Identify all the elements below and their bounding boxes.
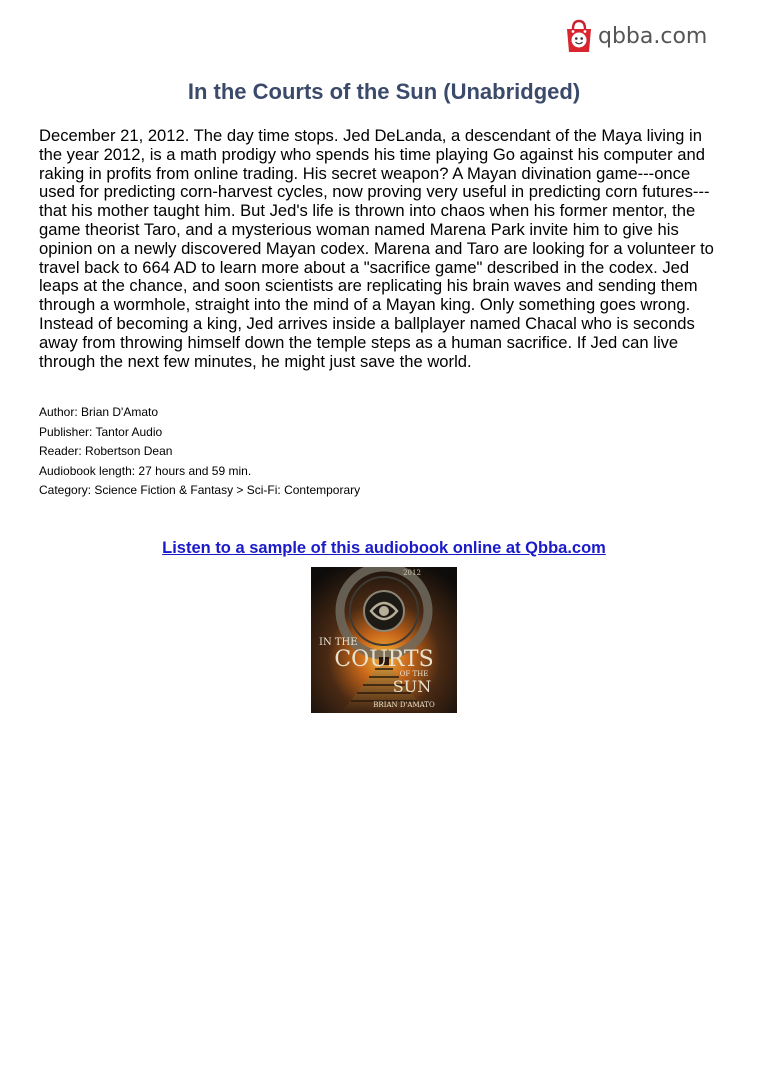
- book-metadata: [39, 403, 729, 501]
- author-line: Author: Brian D'Amato: [39, 405, 159, 419]
- cover-author: BRIAN D'AMATO: [373, 701, 435, 709]
- book-description: December 21, 2012. The day time stops. Jed DeLanda, a descendant of the Maya living in the year 2012, is a math prodigy who spends his time playing Go against his computer and raking in profits from online trading. His secret weapon? A Mayan divination game---once used for predicting corn-harvest cycles, now proving very useful in predicting corn futures---that his mother taught him. But Jed's life is thrown into chaos when his former mentor, the game theorist Taro, and a mysterious woman named Marena Park invite him to give his opinion on a newly discovered Mayan codex. Marena and Taro are looking for a volunteer to travel back to 664 AD to learn more about a "sacrifice game" described in the codex. Jed leaps at the chance, and soon scientists are replicating his brain waves and sending them through a wormhole, straight into the mind of a Mayan king. Only something goes wrong. Instead of becoming a king, Jed arrives inside a ballplayer named Chacal who is seconds away from throwing himself down the temple steps as a human sacrifice. If Jed can live through the next few minutes, he might just save the world.: [39, 126, 714, 371]
- reader-line: Reader: Robertson Dean: [39, 444, 173, 458]
- cover-title-line3: OF THE: [399, 670, 429, 678]
- cover-title-line4: SUN: [392, 677, 432, 696]
- publisher-line: Publisher: Tantor Audio: [39, 424, 163, 439]
- logo-text: qbba.com: [598, 23, 708, 49]
- cover-title-line2: COURTS: [334, 647, 434, 672]
- listen-sample-link[interactable]: Listen to a sample of this audiobook online at Qbba.com: [162, 539, 606, 557]
- page-title: In the Courts of the Sun (Unabridged): [187, 79, 581, 104]
- book-cover-image[interactable]: [311, 567, 457, 713]
- cover-title-line1: IN THE: [319, 637, 358, 648]
- cover-date-ring: 2012: [403, 569, 421, 577]
- length-line: Audiobook length: 27 hours and 59 min.: [39, 463, 252, 478]
- qbba-logo[interactable]: [565, 14, 710, 58]
- shopping-bag-icon: [565, 19, 593, 53]
- category-line: Category: Science Fiction & Fantasy > Sci-Fi: Contemporary: [39, 483, 361, 497]
